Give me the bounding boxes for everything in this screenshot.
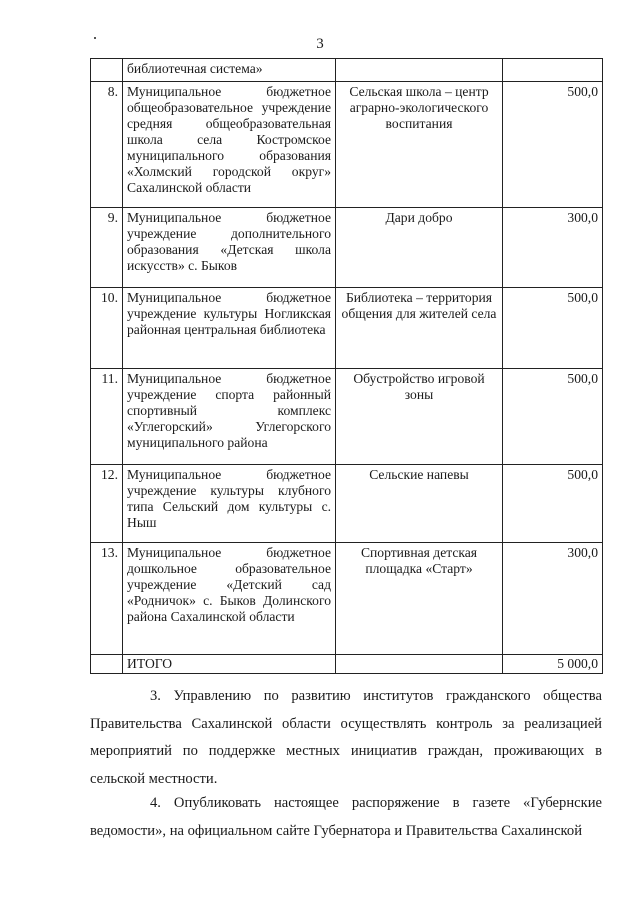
grant-amount: 500,0: [503, 465, 603, 543]
page-number: 3: [316, 36, 324, 52]
total-amount: 5 000,0: [503, 655, 603, 674]
project-name: Дари добро: [336, 208, 503, 288]
project-name: Обустройство игровой зоны: [336, 369, 503, 465]
table-row-total: [91, 655, 603, 674]
project-name: Сельские напевы: [336, 465, 503, 543]
table-row: [91, 543, 603, 655]
table-row: [91, 288, 603, 369]
paragraph-4: 4. Опубликовать настоящее распоряжение в газете «Губернские ведомости», на официальном сайте Губернатора и Правительства Сахалинской: [90, 795, 602, 839]
table-row: [91, 369, 603, 465]
row-number: 12.: [91, 465, 123, 543]
row-number: [91, 59, 123, 82]
organization-name: Муниципальное бюджетное учреждение культуры Ногликская районная центральная библиотека: [123, 288, 336, 369]
grant-amount: 500,0: [503, 288, 603, 369]
paragraph-3: 3. Управлению по развитию институтов гражданского общества Правительства Сахалинской области осуществлять контроль за реализацией мероприятий по поддержке местных инициатив граждан, проживающих в сельской местности.: [90, 688, 602, 787]
total-project-cell: [336, 655, 503, 674]
organization-name: Муниципальное бюджетное дошкольное образовательное учреждение «Детский сад «Родничок» с. Быков Долинского района Сахалинской области: [123, 543, 336, 655]
total-number-cell: [91, 655, 123, 674]
project-name: Сельская школа – центр аграрно-экологического воспитания: [336, 82, 503, 208]
grant-amount: 300,0: [503, 543, 603, 655]
total-label: ИТОГО: [123, 655, 336, 674]
row-number: 13.: [91, 543, 123, 655]
project-name: [336, 59, 503, 82]
row-number: 9.: [91, 208, 123, 288]
grant-amount: [503, 59, 603, 82]
grant-amount: 500,0: [503, 82, 603, 208]
project-name: Спортивная детская площадка «Старт»: [336, 543, 503, 655]
row-number: 10.: [91, 288, 123, 369]
table-row-continuation: [91, 59, 603, 82]
organization-name: Муниципальное бюджетное учреждение спорта районный спортивный комплекс «Углегорский» Углегорского муниципального района: [123, 369, 336, 465]
row-number: 8.: [91, 82, 123, 208]
organization-name: Муниципальное бюджетное учреждение культуры клубного типа Сельский дом культуры с. Ныш: [123, 465, 336, 543]
grant-table: [90, 58, 603, 674]
organization-name: Муниципальное бюджетное учреждение дополнительного образования «Детская школа искусств» с. Быков: [123, 208, 336, 288]
grant-amount: 300,0: [503, 208, 603, 288]
grant-amount: 500,0: [503, 369, 603, 465]
organization-name: Муниципальное бюджетное общеобразовательное учреждение средняя общеобразовательная школа села Костромское муниципального образования «Холмский городской округ» Сахалинской области: [123, 82, 336, 208]
table-row: [91, 465, 603, 543]
scan-dot: [94, 37, 96, 39]
project-name: Библиотека – территория общения для жителей села: [336, 288, 503, 369]
row-number: 11.: [91, 369, 123, 465]
organization-name: библиотечная система»: [123, 59, 336, 82]
table-row: [91, 82, 603, 208]
table-row: [91, 208, 603, 288]
